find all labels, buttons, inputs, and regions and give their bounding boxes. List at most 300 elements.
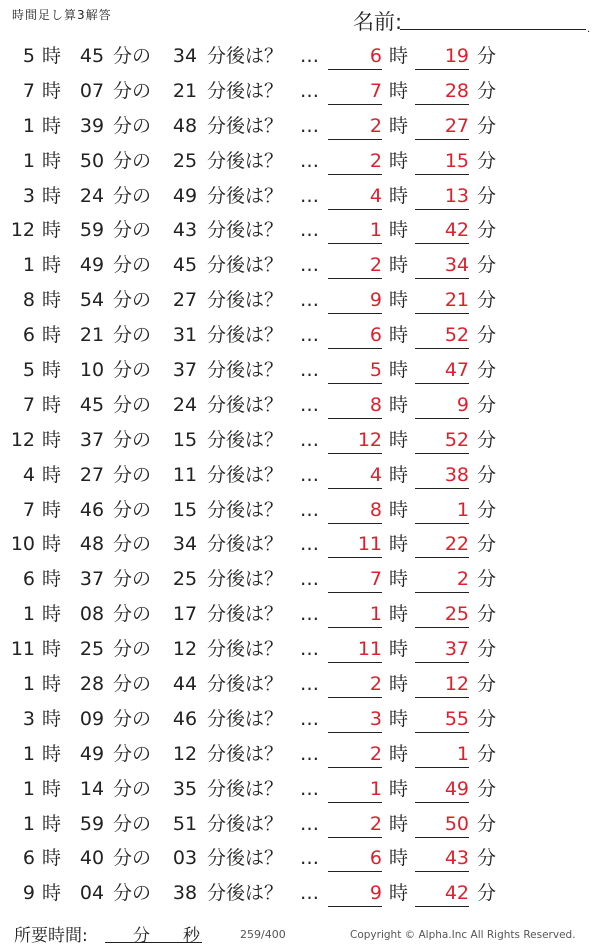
added-minutes: 12 — [172, 742, 198, 765]
answer-hour-unit: 時 — [389, 568, 409, 591]
answer-minute-unit: 分 — [477, 707, 497, 730]
hour-unit: 時 — [42, 533, 62, 556]
added-minutes: 15 — [172, 428, 198, 451]
answer-hour-unit: 時 — [389, 812, 409, 835]
name-underline — [400, 29, 586, 30]
hour-unit: 時 — [42, 638, 62, 661]
answer-minute-unit: 分 — [477, 777, 497, 800]
start-hour: 4 — [22, 463, 35, 486]
hour-unit: 時 — [42, 114, 62, 137]
minute-of-label: 分の — [113, 568, 152, 591]
minutes-after-label: 分後は？ — [207, 45, 284, 67]
ellipsis: … — [300, 533, 319, 556]
answer-minute-unit: 分 — [477, 45, 497, 67]
minutes-after-label: 分後は？ — [207, 707, 284, 730]
hour-unit: 時 — [42, 498, 62, 521]
problem-row — [0, 284, 600, 319]
answer-minute-unit: 分 — [477, 882, 497, 905]
start-hour: 1 — [22, 673, 35, 696]
answer-minute: 19 — [415, 45, 469, 70]
start-minute: 45 — [79, 393, 105, 416]
minutes-after-label: 分後は？ — [207, 603, 284, 626]
hour-unit: 時 — [42, 742, 62, 765]
ellipsis: … — [300, 638, 319, 661]
answer-minute: 13 — [415, 185, 469, 210]
problem-row — [0, 389, 600, 424]
answer-hour-unit: 時 — [389, 79, 409, 102]
minutes-after-label: 分後は？ — [207, 638, 284, 661]
start-hour: 7 — [22, 498, 35, 521]
minutes-after-label: 分後は？ — [207, 149, 284, 172]
answer-hour: 8 — [328, 394, 382, 419]
problem-row — [0, 842, 600, 877]
answer-minute: 2 — [415, 568, 469, 593]
answer-hour-unit: 時 — [389, 533, 409, 556]
answer-minute-unit: 分 — [477, 184, 497, 207]
start-minute: 04 — [79, 882, 105, 905]
answer-minute: 37 — [415, 638, 469, 663]
start-minute: 48 — [79, 533, 105, 556]
answer-minute: 49 — [415, 778, 469, 803]
problem-row — [0, 40, 600, 75]
minutes-after-label: 分後は？ — [207, 882, 284, 905]
added-minutes: 51 — [172, 812, 198, 835]
answer-minute-unit: 分 — [477, 324, 497, 347]
start-hour: 7 — [22, 79, 35, 102]
added-minutes: 27 — [172, 289, 198, 312]
ellipsis: … — [300, 428, 319, 451]
start-hour: 1 — [22, 777, 35, 800]
problem-row — [0, 703, 600, 738]
added-minutes: 46 — [172, 707, 198, 730]
problem-list — [0, 40, 600, 912]
start-minute: 50 — [79, 149, 105, 172]
hour-unit: 時 — [42, 393, 62, 416]
answer-minute: 38 — [415, 464, 469, 489]
answer-hour: 1 — [328, 603, 382, 628]
start-minute: 27 — [79, 463, 105, 486]
answer-hour-unit: 時 — [389, 393, 409, 416]
ellipsis: … — [300, 393, 319, 416]
added-minutes: 25 — [172, 568, 198, 591]
answer-minute-unit: 分 — [477, 498, 497, 521]
problem-row — [0, 633, 600, 668]
answer-hour: 2 — [328, 743, 382, 768]
answer-minute-unit: 分 — [477, 254, 497, 277]
answer-minute: 52 — [415, 324, 469, 349]
added-minutes: 17 — [172, 603, 198, 626]
added-minutes: 35 — [172, 777, 198, 800]
hour-unit: 時 — [42, 149, 62, 172]
required-time-second-label: 秒 — [183, 926, 200, 946]
answer-minute: 12 — [415, 673, 469, 698]
problem-row — [0, 563, 600, 598]
minutes-after-label: 分後は？ — [207, 428, 284, 451]
problem-row — [0, 249, 600, 284]
answer-minute: 42 — [415, 219, 469, 244]
added-minutes: 12 — [172, 638, 198, 661]
required-time-minute-label: 分 — [133, 926, 150, 946]
start-minute: 59 — [79, 219, 105, 242]
start-minute: 09 — [79, 707, 105, 730]
start-hour: 1 — [22, 603, 35, 626]
problem-row — [0, 668, 600, 703]
name-label: 名前: — [353, 10, 403, 34]
answer-minute-unit: 分 — [477, 428, 497, 451]
minutes-after-label: 分後は？ — [207, 568, 284, 591]
answer-hour-unit: 時 — [389, 777, 409, 800]
start-minute: 08 — [79, 603, 105, 626]
hour-unit: 時 — [42, 673, 62, 696]
answer-minute: 15 — [415, 150, 469, 175]
minutes-after-label: 分後は？ — [207, 498, 284, 521]
start-hour: 6 — [22, 568, 35, 591]
answer-hour: 2 — [328, 150, 382, 175]
answer-hour-unit: 時 — [389, 45, 409, 67]
minutes-after-label: 分後は？ — [207, 114, 284, 137]
minute-of-label: 分の — [113, 638, 152, 661]
start-minute: 14 — [79, 777, 105, 800]
worksheet-title: 時間足し算3解答 — [12, 8, 112, 22]
minute-of-label: 分の — [113, 359, 152, 382]
added-minutes: 34 — [172, 45, 198, 67]
minute-of-label: 分の — [113, 882, 152, 905]
answer-minute-unit: 分 — [477, 742, 497, 765]
answer-minute-unit: 分 — [477, 219, 497, 242]
answer-minute-unit: 分 — [477, 603, 497, 626]
answer-minute: 21 — [415, 289, 469, 314]
minutes-after-label: 分後は？ — [207, 324, 284, 347]
start-minute: 28 — [79, 673, 105, 696]
problem-row — [0, 877, 600, 912]
answer-minute-unit: 分 — [477, 289, 497, 312]
answer-hour: 9 — [328, 289, 382, 314]
answer-minute-unit: 分 — [477, 463, 497, 486]
ellipsis: … — [300, 149, 319, 172]
minutes-after-label: 分後は？ — [207, 463, 284, 486]
answer-hour-unit: 時 — [389, 673, 409, 696]
answer-hour-unit: 時 — [389, 882, 409, 905]
problem-row — [0, 773, 600, 808]
answer-hour: 1 — [328, 219, 382, 244]
answer-hour-unit: 時 — [389, 847, 409, 870]
ellipsis: … — [300, 324, 319, 347]
name-dot: . — [587, 24, 591, 35]
minute-of-label: 分の — [113, 673, 152, 696]
answer-minute: 25 — [415, 603, 469, 628]
minutes-after-label: 分後は？ — [207, 847, 284, 870]
hour-unit: 時 — [42, 45, 62, 67]
minute-of-label: 分の — [113, 498, 152, 521]
answer-minute: 1 — [415, 743, 469, 768]
start-minute: 49 — [79, 254, 105, 277]
start-minute: 39 — [79, 114, 105, 137]
start-hour: 1 — [22, 149, 35, 172]
answer-minute-unit: 分 — [477, 673, 497, 696]
hour-unit: 時 — [42, 777, 62, 800]
answer-minute-unit: 分 — [477, 79, 497, 102]
ellipsis: … — [300, 463, 319, 486]
ellipsis: … — [300, 79, 319, 102]
problem-row — [0, 110, 600, 145]
added-minutes: 21 — [172, 79, 198, 102]
answer-hour-unit: 時 — [389, 289, 409, 312]
answer-hour: 5 — [328, 359, 382, 384]
ellipsis: … — [300, 498, 319, 521]
answer-hour: 11 — [328, 638, 382, 663]
start-hour: 3 — [22, 707, 35, 730]
hour-unit: 時 — [42, 324, 62, 347]
added-minutes: 48 — [172, 114, 198, 137]
problem-row — [0, 738, 600, 773]
answer-hour: 2 — [328, 673, 382, 698]
answer-hour-unit: 時 — [389, 149, 409, 172]
problem-row — [0, 319, 600, 354]
start-hour: 1 — [22, 254, 35, 277]
problem-row — [0, 528, 600, 563]
start-minute: 45 — [79, 45, 105, 67]
answer-minute-unit: 分 — [477, 149, 497, 172]
added-minutes: 24 — [172, 393, 198, 416]
answer-minute: 52 — [415, 429, 469, 454]
ellipsis: … — [300, 777, 319, 800]
start-minute: 37 — [79, 428, 105, 451]
ellipsis: … — [300, 707, 319, 730]
ellipsis: … — [300, 359, 319, 382]
problem-row — [0, 75, 600, 110]
ellipsis: … — [300, 568, 319, 591]
answer-hour: 1 — [328, 778, 382, 803]
answer-hour: 6 — [328, 847, 382, 872]
answer-minute-unit: 分 — [477, 393, 497, 416]
start-hour: 12 — [10, 428, 35, 451]
answer-hour: 6 — [328, 324, 382, 349]
page-number: 259/400 — [240, 928, 286, 941]
added-minutes: 49 — [172, 184, 198, 207]
ellipsis: … — [300, 45, 319, 67]
answer-hour-unit: 時 — [389, 638, 409, 661]
ellipsis: … — [300, 219, 319, 242]
start-minute: 59 — [79, 812, 105, 835]
start-minute: 54 — [79, 289, 105, 312]
minute-of-label: 分の — [113, 428, 152, 451]
hour-unit: 時 — [42, 707, 62, 730]
minutes-after-label: 分後は？ — [207, 777, 284, 800]
added-minutes: 15 — [172, 498, 198, 521]
minutes-after-label: 分後は？ — [207, 219, 284, 242]
answer-hour-unit: 時 — [389, 603, 409, 626]
added-minutes: 44 — [172, 673, 198, 696]
added-minutes: 43 — [172, 219, 198, 242]
minute-of-label: 分の — [113, 149, 152, 172]
hour-unit: 時 — [42, 289, 62, 312]
answer-minute: 9 — [415, 394, 469, 419]
start-hour: 10 — [10, 533, 35, 556]
minute-of-label: 分の — [113, 184, 152, 207]
copyright: Copyright © Alpha.Inc All Rights Reserved. — [350, 929, 576, 941]
name-field — [353, 2, 593, 34]
answer-hour-unit: 時 — [389, 359, 409, 382]
answer-hour-unit: 時 — [389, 428, 409, 451]
answer-minute-unit: 分 — [477, 114, 497, 137]
minute-of-label: 分の — [113, 45, 152, 67]
minute-of-label: 分の — [113, 847, 152, 870]
start-minute: 10 — [79, 359, 105, 382]
answer-hour: 11 — [328, 533, 382, 558]
answer-minute-unit: 分 — [477, 638, 497, 661]
minute-of-label: 分の — [113, 114, 152, 137]
start-hour: 12 — [10, 219, 35, 242]
hour-unit: 時 — [42, 359, 62, 382]
hour-unit: 時 — [42, 219, 62, 242]
hour-unit: 時 — [42, 254, 62, 277]
ellipsis: … — [300, 289, 319, 312]
answer-minute: 27 — [415, 115, 469, 140]
answer-minute: 55 — [415, 708, 469, 733]
added-minutes: 37 — [172, 359, 198, 382]
answer-hour-unit: 時 — [389, 254, 409, 277]
minute-of-label: 分の — [113, 289, 152, 312]
start-hour: 6 — [22, 324, 35, 347]
minutes-after-label: 分後は？ — [207, 79, 284, 102]
answer-hour: 12 — [328, 429, 382, 454]
hour-unit: 時 — [42, 568, 62, 591]
ellipsis: … — [300, 882, 319, 905]
ellipsis: … — [300, 184, 319, 207]
minute-of-label: 分の — [113, 812, 152, 835]
ellipsis: … — [300, 847, 319, 870]
start-hour: 9 — [22, 882, 35, 905]
answer-minute-unit: 分 — [477, 533, 497, 556]
problem-row — [0, 180, 600, 215]
minute-of-label: 分の — [113, 533, 152, 556]
start-minute: 46 — [79, 498, 105, 521]
start-minute: 24 — [79, 184, 105, 207]
answer-hour: 8 — [328, 499, 382, 524]
answer-minute: 42 — [415, 882, 469, 907]
hour-unit: 時 — [42, 79, 62, 102]
answer-hour: 4 — [328, 185, 382, 210]
added-minutes: 11 — [172, 463, 198, 486]
answer-minute-unit: 分 — [477, 812, 497, 835]
start-hour: 8 — [22, 289, 35, 312]
minute-of-label: 分の — [113, 777, 152, 800]
start-hour: 5 — [22, 45, 35, 67]
ellipsis: … — [300, 742, 319, 765]
answer-hour: 3 — [328, 708, 382, 733]
answer-minute-unit: 分 — [477, 568, 497, 591]
answer-hour-unit: 時 — [389, 742, 409, 765]
ellipsis: … — [300, 673, 319, 696]
answer-minute: 34 — [415, 254, 469, 279]
minutes-after-label: 分後は？ — [207, 289, 284, 312]
answer-hour-unit: 時 — [389, 498, 409, 521]
problem-row — [0, 459, 600, 494]
hour-unit: 時 — [42, 463, 62, 486]
hour-unit: 時 — [42, 882, 62, 905]
answer-minute: 22 — [415, 533, 469, 558]
minutes-after-label: 分後は？ — [207, 673, 284, 696]
start-hour: 5 — [22, 359, 35, 382]
minute-of-label: 分の — [113, 742, 152, 765]
added-minutes: 45 — [172, 254, 198, 277]
start-hour: 7 — [22, 393, 35, 416]
answer-hour: 7 — [328, 80, 382, 105]
start-hour: 3 — [22, 184, 35, 207]
ellipsis: … — [300, 603, 319, 626]
problem-row — [0, 145, 600, 180]
answer-hour-unit: 時 — [389, 463, 409, 486]
answer-hour-unit: 時 — [389, 707, 409, 730]
answer-hour: 4 — [328, 464, 382, 489]
start-minute: 07 — [79, 79, 105, 102]
problem-row — [0, 424, 600, 459]
minute-of-label: 分の — [113, 707, 152, 730]
hour-unit: 時 — [42, 184, 62, 207]
start-minute: 25 — [79, 638, 105, 661]
minutes-after-label: 分後は？ — [207, 393, 284, 416]
problem-row — [0, 494, 600, 529]
footer — [0, 918, 600, 946]
minute-of-label: 分の — [113, 219, 152, 242]
hour-unit: 時 — [42, 603, 62, 626]
start-minute: 40 — [79, 847, 105, 870]
hour-unit: 時 — [42, 812, 62, 835]
start-hour: 1 — [22, 812, 35, 835]
minute-of-label: 分の — [113, 393, 152, 416]
answer-hour: 6 — [328, 45, 382, 70]
minutes-after-label: 分後は？ — [207, 812, 284, 835]
answer-hour-unit: 時 — [389, 219, 409, 242]
minute-of-label: 分の — [113, 603, 152, 626]
hour-unit: 時 — [42, 847, 62, 870]
ellipsis: … — [300, 254, 319, 277]
ellipsis: … — [300, 812, 319, 835]
start-hour: 11 — [10, 638, 35, 661]
answer-hour: 2 — [328, 115, 382, 140]
problem-row — [0, 214, 600, 249]
answer-minute-unit: 分 — [477, 847, 497, 870]
answer-minute: 50 — [415, 813, 469, 838]
added-minutes: 25 — [172, 149, 198, 172]
minutes-after-label: 分後は？ — [207, 359, 284, 382]
answer-hour: 7 — [328, 568, 382, 593]
minutes-after-label: 分後は？ — [207, 254, 284, 277]
problem-row — [0, 808, 600, 843]
answer-hour-unit: 時 — [389, 184, 409, 207]
answer-hour-unit: 時 — [389, 114, 409, 137]
answer-minute: 1 — [415, 499, 469, 524]
minutes-after-label: 分後は？ — [207, 184, 284, 207]
minutes-after-label: 分後は？ — [207, 533, 284, 556]
answer-minute-unit: 分 — [477, 359, 497, 382]
start-minute: 21 — [79, 324, 105, 347]
problem-row — [0, 354, 600, 389]
ellipsis: … — [300, 114, 319, 137]
added-minutes: 31 — [172, 324, 198, 347]
answer-hour: 2 — [328, 254, 382, 279]
minutes-after-label: 分後は？ — [207, 742, 284, 765]
start-hour: 1 — [22, 742, 35, 765]
added-minutes: 38 — [172, 882, 198, 905]
start-minute: 49 — [79, 742, 105, 765]
start-hour: 6 — [22, 847, 35, 870]
minute-of-label: 分の — [113, 463, 152, 486]
answer-minute: 47 — [415, 359, 469, 384]
hour-unit: 時 — [42, 428, 62, 451]
minute-of-label: 分の — [113, 324, 152, 347]
answer-hour: 2 — [328, 813, 382, 838]
